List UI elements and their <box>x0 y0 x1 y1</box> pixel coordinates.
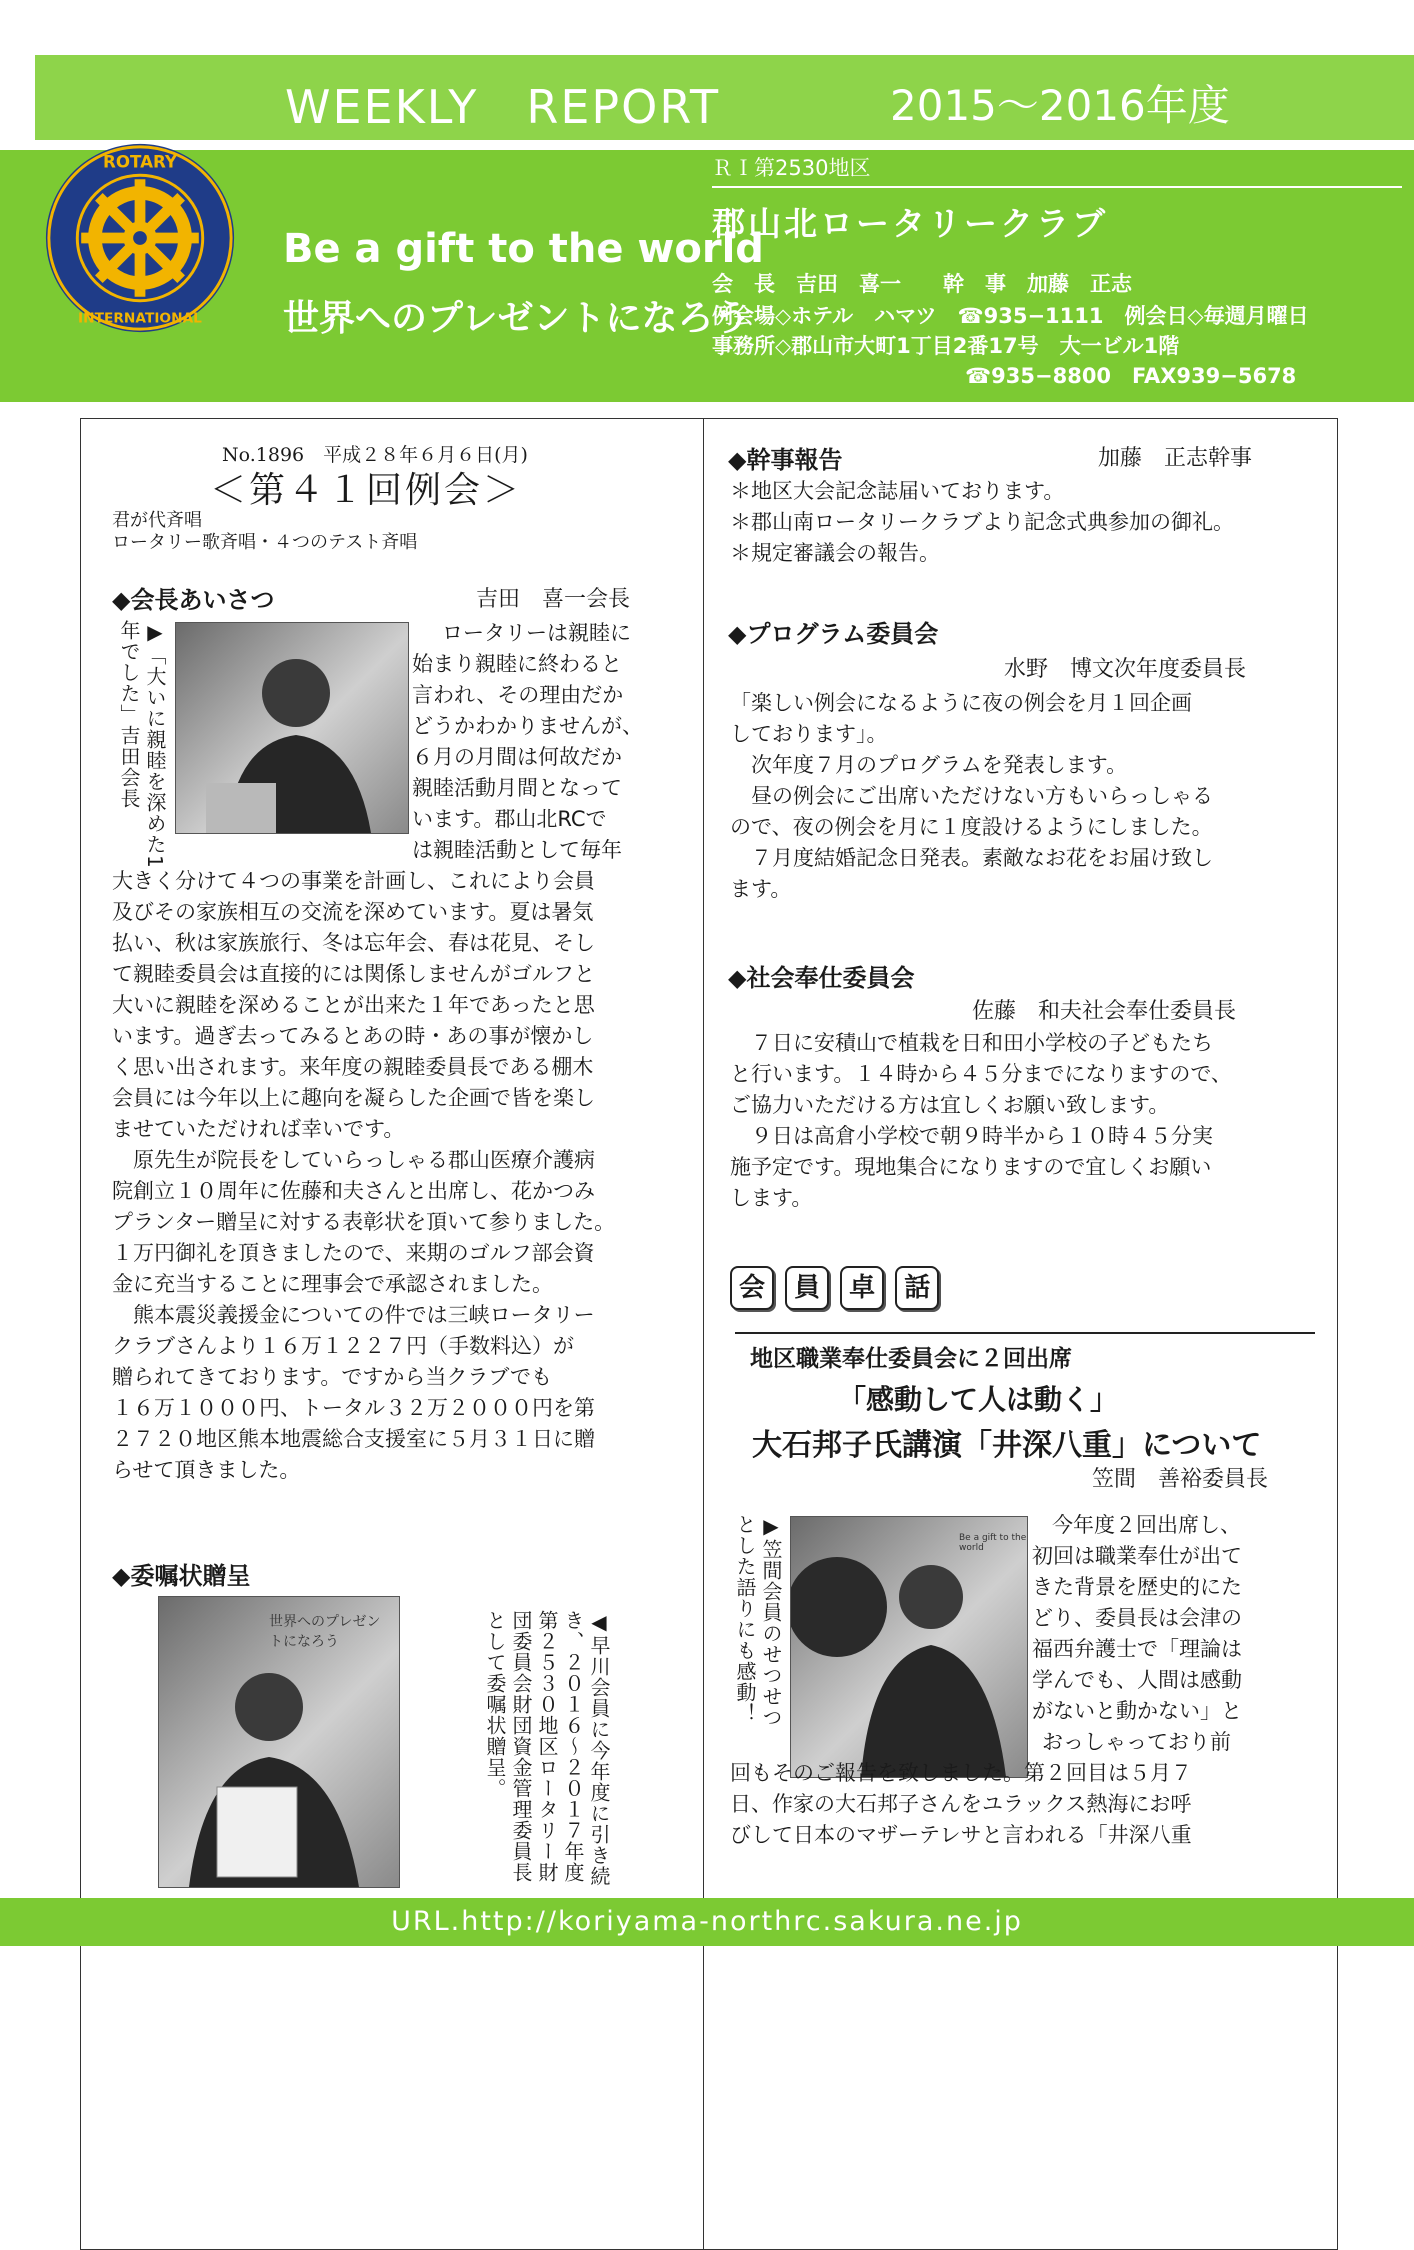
president-heading: ◆会長あいさつ <box>112 586 275 614</box>
president-text-long <box>112 866 702 1486</box>
office-line: 事務所◇郡山市大町1丁目2番17号 大一ビル1階 <box>712 334 1180 358</box>
text-line: がないと動かない」と <box>1032 1699 1242 1723</box>
text-line: ７日に安積山で植栽を日和田小学校の子どもたち <box>730 1031 1213 1055</box>
community-heading: ◆社会奉仕委員会 <box>728 964 915 992</box>
text-line: どうかわかりませんが、 <box>412 714 643 738</box>
person-silhouette-icon <box>791 1517 1027 1777</box>
songs-block <box>112 510 417 554</box>
rotary-logo-icon <box>42 140 238 336</box>
issue-number-date: No.1896 平成２８年６月６日(月) <box>222 444 528 466</box>
report-title: WEEKLY REPORT <box>285 80 721 134</box>
commission-photo <box>158 1596 400 1888</box>
text-line: は親睦活動として毎年 <box>412 838 622 862</box>
text-line: ませていただければ幸いです。 <box>112 1117 405 1141</box>
text-line: 始まり親睦に終わると <box>412 652 622 676</box>
member-talk-badges <box>730 1266 945 1310</box>
logo-text-bottom: INTERNATIONAL <box>78 310 202 327</box>
text-line: ９日は高倉小学校で朝９時半から１０時４５分実 <box>730 1124 1213 1148</box>
text-line: 会員には今年以上に趣向を凝らした企画で皆を楽し <box>112 1086 595 1110</box>
text-line: びして日本のマザーテレサと言われる「井深八重 <box>730 1823 1192 1847</box>
person-silhouette-icon <box>159 1597 399 1887</box>
text-line: ７月度結婚記念日発表。素敵なお花をお届け致し <box>730 846 1213 870</box>
text-line: クラブさんより１６万１２２７円（手数料込）が <box>112 1334 574 1358</box>
secretary-speaker: 加藤 正志幹事 <box>1098 446 1253 471</box>
text-line: 親睦活動月間となって <box>412 776 622 800</box>
text-line: 昼の例会にご出席いただけない方もいらっしゃる <box>730 784 1213 808</box>
text-line: 初回は職業奉仕が出て <box>1032 1544 1242 1568</box>
photo-banner-text: Be a gift to the world <box>959 1533 1027 1553</box>
text-line: 今年度２回出席し、 <box>1052 1513 1241 1537</box>
text-line: 施予定です。現地集合になりますので宜しくお願い <box>730 1155 1212 1179</box>
commission-caption: ◀早川会員に今年度に引き続き、２０１６〜２０１７年度第２５３０地区ロータリー財団委員会財団資金管理委員長として委嘱状贈呈。 <box>483 1610 611 1887</box>
member-talk-title-2: 大石邦子氏講演「井深八重」について <box>752 1428 1262 1463</box>
text-line: く思い出されます。来年度の親睦委員長である棚木 <box>112 1055 594 1079</box>
text-line: 熊本震災義援金についての件では三峡ロータリー <box>112 1303 595 1327</box>
text-line: います。郡山北RCで <box>412 807 607 831</box>
president-photo-caption: ▶「大いに親睦を深めた1年でした」吉田会長 <box>117 620 167 869</box>
text-line: います。過ぎ去ってみるとあの時・あの事が懐かし <box>112 1024 594 1048</box>
text-line: ＊郡山南ロータリークラブより記念式典参加の御礼。 <box>730 510 1234 534</box>
footer-url[interactable]: URL.http://koriyama-northrc.sakura.ne.jp <box>391 1906 1023 1937</box>
text-line: 言われ、その理由だか <box>412 683 624 707</box>
fiscal-year: 2015〜2016年度 <box>890 81 1230 130</box>
text-line: します。 <box>730 1186 813 1210</box>
text-line: きた背景を歴史的にた <box>1032 1575 1242 1599</box>
slogan-english: Be a gift to the world <box>283 226 764 272</box>
logo-text-top: ROTARY <box>103 152 177 172</box>
text-line: １万円御礼を頂きましたので、来期のゴルフ部会資 <box>112 1241 595 1265</box>
text-line: 及びその家族相互の交流を深めています。夏は暑気 <box>112 900 594 924</box>
club-name: 郡山北ロータリークラブ <box>712 204 1108 243</box>
text-line: 原先生が院長をしていらっしゃる郡山医療介護病 <box>112 1148 595 1172</box>
song-line: ロータリー歌斉唱・４つのテスト斉唱 <box>112 532 418 553</box>
text-line: ます。 <box>730 877 792 901</box>
text-line: ６月の月間は何故だか <box>412 745 622 769</box>
secretary-report <box>730 476 1330 569</box>
song-line: 君が代斉唱 <box>112 510 202 531</box>
community-speaker: 佐藤 和夫社会奉仕委員長 <box>972 999 1237 1024</box>
text-line: ＊地区大会記念誌届いております。 <box>730 479 1065 503</box>
text-line: 日、作家の大石邦子さんをユラックス熱海にお呼 <box>730 1792 1192 1816</box>
person-silhouette-icon <box>176 623 408 833</box>
text-line: 回もそのご報告を致しました。第２回目は５月７ <box>730 1761 1192 1785</box>
member-talk-title-1: 「感動して人は動く」 <box>838 1383 1119 1416</box>
member-talk-photo <box>790 1516 1028 1778</box>
text-line: 院創立１０周年に佐藤和夫さんと出席し、花かつみ <box>112 1179 595 1203</box>
program-report <box>730 688 1330 905</box>
text-line: らせて頂きました。 <box>112 1458 301 1482</box>
header-top-band <box>35 55 1414 140</box>
slogan-japanese: 世界へのプレゼントになろう <box>283 298 750 339</box>
member-talk-speaker: 笠間 善裕委員長 <box>1092 1467 1269 1492</box>
member-talk-subtitle: 地区職業奉仕委員会に２回出席 <box>750 1345 1072 1372</box>
member-talk-text-short <box>1032 1510 1332 1758</box>
tel-fax-line: ☎935−8800 FAX939−5678 <box>965 364 1297 388</box>
member-talk-photo-caption: ▶笠間会員のせつせつとした語りにも感動！ <box>733 1514 783 1728</box>
text-line: 金に充当することに理事会で承認されました。 <box>112 1272 553 1296</box>
text-line: ロータリーは親睦に <box>442 621 631 645</box>
district-label: ＲＩ第2530地区 <box>712 152 1402 188</box>
text-line: どり、委員長は会津の <box>1032 1606 1242 1630</box>
venue-line: 例会場◇ホテル ハマツ ☎935−1111 例会日◇毎週月曜日 <box>712 304 1309 328</box>
text-line: 贈られてきております。ですから当クラブでも <box>112 1365 552 1389</box>
text-line: プランター贈呈に対する表彰状を頂いて参りました。 <box>112 1210 616 1234</box>
meeting-title: ＜第４１回例会＞ <box>210 470 523 511</box>
program-speaker: 水野 博文次年度委員長 <box>1004 657 1247 682</box>
program-heading: ◆プログラム委員会 <box>728 620 939 648</box>
column-divider <box>703 418 704 2250</box>
member-talk-rule <box>735 1332 1315 1334</box>
member-talk-text-long <box>730 1758 1330 1851</box>
text-line: 学んでも、人間は感動 <box>1032 1668 1242 1692</box>
badge-char: 員 <box>785 1266 829 1310</box>
photo-banner-text: 世界へのプレゼントになろう <box>269 1614 381 1650</box>
commission-heading: ◆委嘱状贈呈 <box>112 1562 251 1590</box>
text-line: 払い、秋は家族旅行、冬は忘年会、春は花見、そし <box>112 931 595 955</box>
text-line: ２７２０地区熊本地震総合支援室に５月３１日に贈 <box>112 1427 595 1451</box>
badge-char: 話 <box>895 1266 939 1310</box>
text-line: ので、夜の例会を月に１度設けるようにしました。 <box>730 815 1213 839</box>
community-report <box>730 1028 1330 1214</box>
text-line: ご協力いただける方は宜しくお願い致します。 <box>730 1093 1170 1117</box>
badge-char: 会 <box>730 1266 774 1310</box>
text-line: 「楽しい例会になるように夜の例会を月１回企画 <box>730 691 1192 715</box>
text-line: て親睦委員会は直接的には関係しませんがゴルフと <box>112 962 595 986</box>
officers-line: 会 長 吉田 喜一 幹 事 加藤 正志 <box>712 272 1132 296</box>
president-photo <box>175 622 409 834</box>
text-line: ＊規定審議会の報告。 <box>730 541 940 565</box>
president-text-short <box>412 618 702 866</box>
text-line: しております」。 <box>730 722 888 746</box>
text-line: 大いに親睦を深めることが出来た１年であったと思 <box>112 993 595 1017</box>
text-line: おっしゃっており前 <box>1042 1730 1231 1754</box>
text-line: 大きく分けて４つの事業を計画し、これにより会員 <box>112 869 595 893</box>
text-line: 福西弁護士で「理論は <box>1032 1637 1242 1661</box>
footer-band <box>0 1898 1414 1946</box>
president-speaker: 吉田 喜一会長 <box>476 587 631 612</box>
text-line: １６万１０００円、トータル３２万２０００円を第 <box>112 1396 595 1420</box>
text-line: 次年度７月のプログラムを発表します。 <box>730 753 1128 777</box>
secretary-heading: ◆幹事報告 <box>728 446 843 474</box>
text-line: と行います。１４時から４５分までになりますので、 <box>730 1062 1232 1086</box>
badge-char: 卓 <box>840 1266 884 1310</box>
